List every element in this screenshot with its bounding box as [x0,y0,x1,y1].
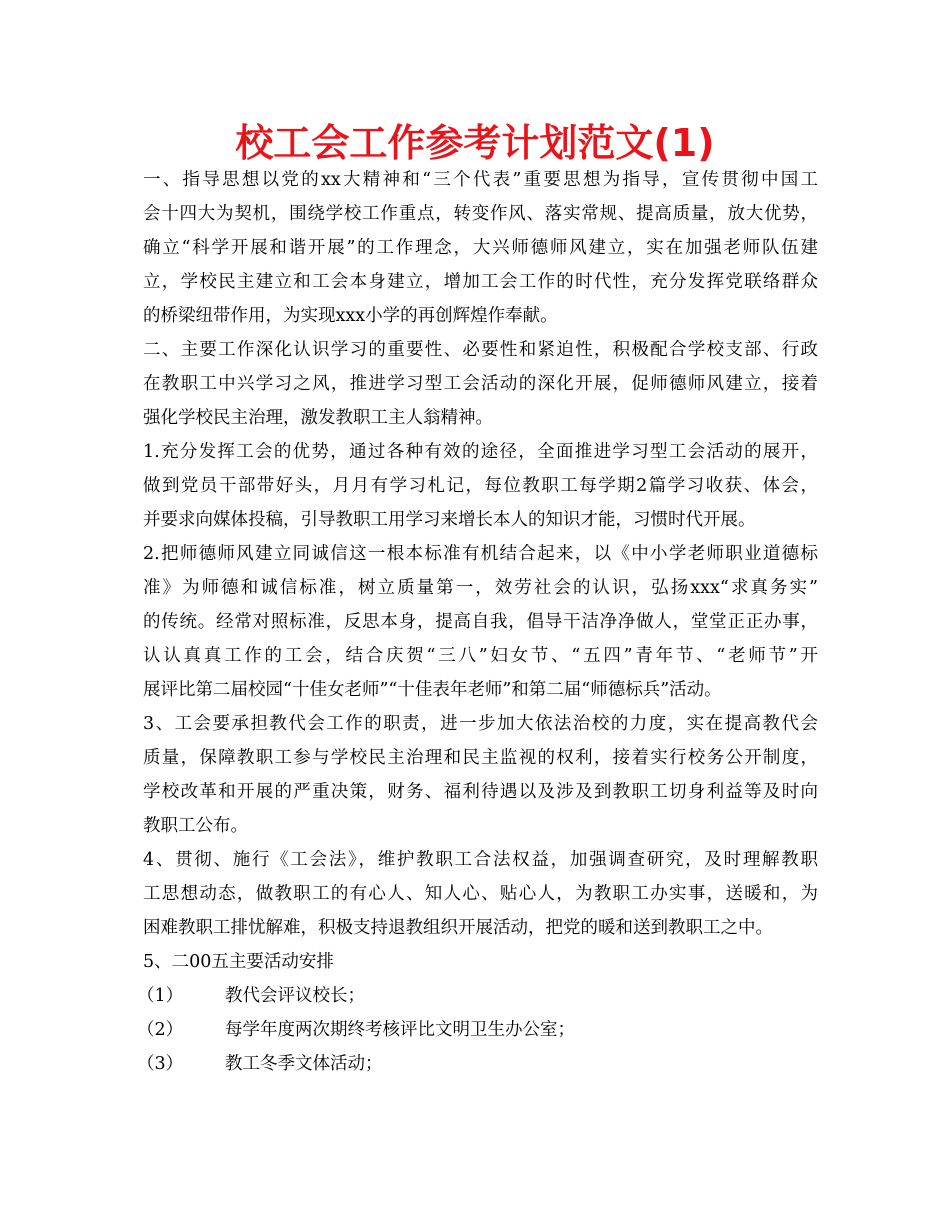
paragraph-line: 工思想动态，做教职工的有心人、知人心、贴心人，为教职工办实事，送暖和，为 [143,884,818,904]
paragraph-line: 质量，保障教职工参与学校民主治理和民主监视的权利，接着实行校务公开制度， [143,748,818,768]
paragraph-line: 1.充分发挥工会的优势，通过各种有效的途径，全面推进学习型工会活动的展开， [143,442,818,462]
activity-text: 教工冬季文体活动； [225,1054,383,1074]
paragraph-line: 做到党员干部带好头，月月有学习札记，每位教职工每学期2篇学习收获、体会， [143,476,818,496]
paragraph-line: 并要求向媒体投稿，引导教职工用学习来增长本人的知识才能，习惯时代开展。 [143,510,756,530]
paragraph-line: 2.把师德师风建立同诚信这一根本标准有机结合起来，以《中小学老师职业道德标 [143,544,818,564]
activity-list-item [137,1047,818,1081]
paragraph-line: 在教职工中兴学习之风，推进学习型工会活动的深化开展，促师德师风建立，接着 [143,374,818,394]
document-title: 校工会工作参考计划范文(1) [235,121,715,165]
paragraph-line: 学校改革和开展的严重决策，财务、福利待遇以及涉及到教职工切身利益等及时向 [143,782,818,802]
paragraph-line: 困难教职工排忧解难，积极支持退教组织开展活动，把党的暖和送到教职工之中。 [143,918,773,938]
paragraph-line: 3、工会要承担教代会工作的职责，进一步加大依法治校的力度，实在提高教代会 [143,714,818,734]
paragraph-line: 认认真真工作的工会，结合庆贺“三八”妇女节、“五四”青年节、“老师节”开 [143,646,818,666]
paragraph-line: 强化学校民主治理，激发教职工主人翁精神。 [143,408,493,428]
paragraph-line: 立，学校民主建立和工会本身建立，增加工会工作的时代性，充分发挥党联络群众 [143,272,818,292]
paragraph-line: 确立“科学开展和谐开展”的工作理念，大兴师德师风建立，实在加强老师队伍建 [143,238,818,258]
activity-list-item [137,1013,818,1047]
paragraph-line: 会十四大为契机，围绕学校工作重点，转变作风、落实常规、提高质量，放大优势， [143,204,818,224]
activity-list-item [137,979,818,1013]
paragraph-line: 4、贯彻、施行《工会法》，维护教职工合法权益，加强调查研究，及时理解教职 [143,850,818,870]
paragraph-line: 展评比第二届校园“十佳女老师”“十佳表年老师”和第二届“师德标兵”活动。 [143,680,722,700]
activity-text: 每学年度两次期终考核评比文明卫生办公室； [225,1020,575,1040]
paragraph-line: 5、二00五主要活动安排 [143,952,334,972]
paragraph-line: 一、指导思想以党的xx大精神和“三个代表”重要思想为指导，宣传贯彻中国工 [143,170,818,190]
activity-number: （3） [137,1054,184,1074]
paragraph-line: 二、主要工作深化认识学习的重要性、必要性和紧迫性，积极配合学校支部、行政 [143,340,818,360]
activity-number: （1） [137,986,184,1006]
activity-text: 教代会评议校长； [225,986,365,1006]
activity-number: （2） [137,1020,184,1040]
paragraph-line: 的传统。经常对照标准，反思本身，提高自我，倡导干洁净净做人，堂堂正正办事， [143,612,818,632]
paragraph-line: 准》为师德和诚信标准，树立质量第一，效劳社会的认识，弘扬xxx“求真务实” [143,578,818,598]
paragraph-line: 的桥梁纽带作用，为实现xxx小学的再创辉煌作奉献。 [143,306,558,326]
document-body [137,163,818,1081]
paragraph-line: 教职工公布。 [143,816,248,836]
